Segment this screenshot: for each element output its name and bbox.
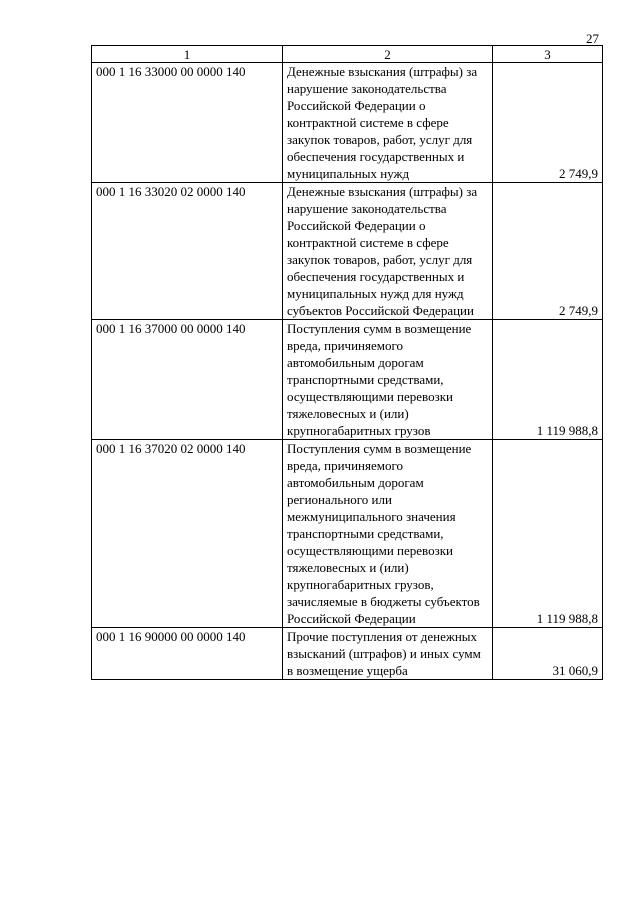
table-row [92,440,603,628]
row-code: 000 1 16 33020 02 0000 140 [92,183,283,320]
row-name: Поступления сумм в возмещение вреда, причиняемого автомобильным дорогам регионального или межмуниципального значения транспортными средствами, осуществляющими перевозки тяжеловесных и (или) крупногабаритных грузов, зачисляемые в бюджеты субъектов Российской Федерации [283,440,493,628]
column-header-name: 2 [283,46,493,63]
table-header-row [92,46,603,63]
row-name: Денежные взыскания (штрафы) за нарушение законодательства Российской Федерации о контрактной системе в сфере закупок товаров, работ, услуг для обеспечения государственных и муниципальных нужд для нужд субъектов Российской Федерации [283,183,493,320]
row-code: 000 1 16 37020 02 0000 140 [92,440,283,628]
row-name: Прочие поступления от денежных взысканий (штрафов) и иных сумм в возмещение ущерба [283,628,493,680]
table-row [92,183,603,320]
row-amount: 2 749,9 [493,183,603,320]
row-name: Денежные взыскания (штрафы) за нарушение законодательства Российской Федерации о контрактной системе в сфере закупок товаров, работ, услуг для обеспечения государственных и муниципальных нужд [283,63,493,183]
column-header-code: 1 [92,46,283,63]
row-code: 000 1 16 37000 00 0000 140 [92,320,283,440]
table-row [92,320,603,440]
table-row [92,628,603,680]
row-amount: 1 119 988,8 [493,320,603,440]
page-number: 27 [586,31,599,46]
column-header-amount: 3 [493,46,603,63]
table-row [92,63,603,183]
row-amount: 2 749,9 [493,63,603,183]
row-name: Поступления сумм в возмещение вреда, причиняемого автомобильным дорогам транспортными средствами, осуществляющими перевозки тяжеловесных и (или) крупногабаритных грузов [283,320,493,440]
row-code: 000 1 16 33000 00 0000 140 [92,63,283,183]
row-amount: 1 119 988,8 [493,440,603,628]
budget-table [91,45,603,680]
row-code: 000 1 16 90000 00 0000 140 [92,628,283,680]
row-amount: 31 060,9 [493,628,603,680]
